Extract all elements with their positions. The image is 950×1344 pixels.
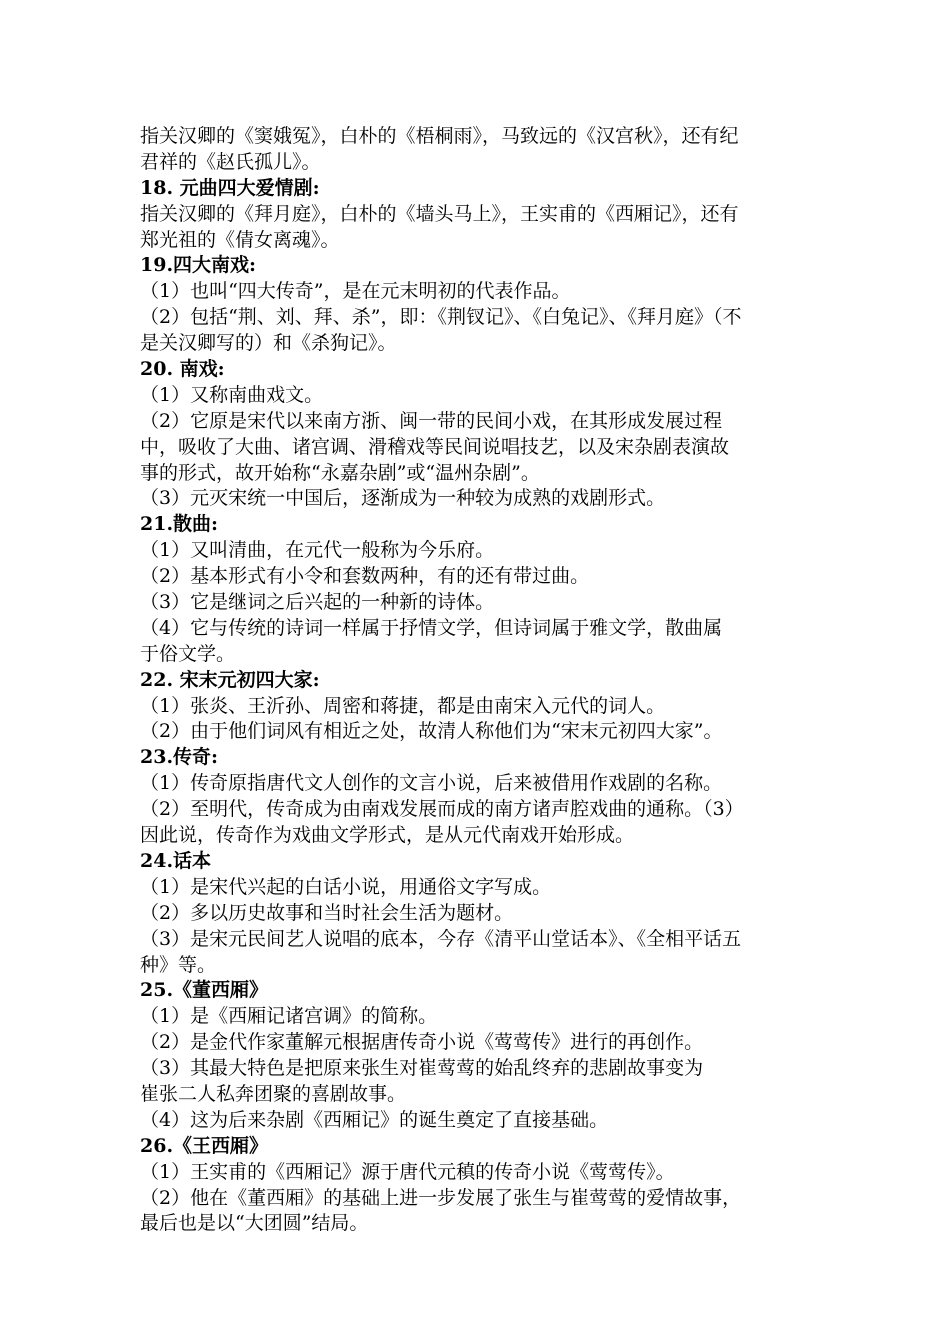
text-line: （3）它是继词之后兴起的一种新的诗体。 [140, 591, 495, 614]
document-page [140, 124, 820, 1237]
section-heading: 18. 元曲四大爱情剧: [140, 176, 320, 199]
text-line: 因此说，传奇作为戏曲文学形式，是从元代南戏开始形成。 [140, 824, 635, 847]
text-line: （2）他在《董西厢》的基础上进一步发展了张生与崔莺莺的爱情故事， [140, 1186, 742, 1209]
text-line: （1）是《西厢记诸宫调》的简称。 [140, 1005, 438, 1028]
section-heading: 20. 南戏: [140, 358, 225, 381]
text-line: 指关汉卿的《窦娥冤》，白朴的《梧桐雨》，马致远的《汉宫秋》，还有纪 [140, 125, 739, 147]
text-line: （1）又称南曲戏文。 [140, 383, 324, 406]
text-line: （2）至明代，传奇成为由南戏发展而成的南方诸声腔戏曲的通称。（3） [140, 798, 744, 821]
text-line: 君祥的《赵氏孤儿》。 [140, 150, 321, 173]
text-line: （1）也叫“四大传奇”，是在元末明初的代表作品。 [140, 280, 571, 303]
section-heading: 19.四大南戏: [140, 254, 257, 277]
text-line: （1）王实甫的《西厢记》源于唐代元稹的传奇小说《莺莺传》。 [140, 1160, 675, 1183]
text-line: （3）元灭宋统一中国后，逐渐成为一种较为成熟的戏剧形式。 [140, 487, 666, 510]
text-line: （1）张炎、王沂孙、周密和蒋捷，都是由南宋入元代的词人。 [140, 694, 666, 717]
text-line: （1）传奇原指唐代文人创作的文言小说，后来被借用作戏剧的名称。 [140, 772, 723, 795]
text-line: 崔张二人私奔团聚的喜剧故事。 [140, 1082, 407, 1105]
section-heading: 23.传奇: [140, 746, 219, 769]
section-heading: 24.话本 [140, 849, 212, 872]
text-line: （2）多以历史故事和当时社会生活为题材。 [140, 901, 514, 924]
section-heading: 25.《董西厢》 [140, 979, 269, 1002]
text-line: （1）又叫清曲，在元代一般称为今乐府。 [140, 539, 495, 562]
text-line: 是关汉卿写的）和《杀狗记》。 [140, 332, 397, 355]
text-line: （2）是金代作家董解元根据唐传奇小说《莺莺传》进行的再创作。 [140, 1031, 704, 1054]
text-line: 种》等。 [140, 953, 217, 976]
text-line: （1）是宋代兴起的白话小说，用通俗文字写成。 [140, 875, 552, 898]
text-line: （4）这为后来杂剧《西厢记》的诞生奠定了直接基础。 [140, 1108, 609, 1131]
text-line: 郑光祖的《倩女离魂》。 [140, 228, 340, 251]
text-line: 指关汉卿的《拜月庭》，白朴的《墙头马上》，王实甫的《西厢记》，还有 [140, 202, 739, 225]
section-heading: 22. 宋末元初四大家: [140, 668, 320, 691]
text-line: 中，吸收了大曲、诸宫调、滑稽戏等民间说唱技艺，以及宋杂剧表演故 [140, 435, 730, 458]
text-line: （2）包括“荆、刘、拜、杀”，即：《荆钗记》、《白兔记》、《拜月庭》（不 [140, 306, 742, 329]
text-line: 事的形式，故开始称“永嘉杂剧”或“温州杂剧”。 [140, 461, 540, 484]
text-line: （2）它原是宋代以来南方浙、闽一带的民间小戏，在其形成发展过程 [140, 409, 723, 432]
text-line: （2）基本形式有小令和套数两种，有的还有带过曲。 [140, 565, 590, 588]
text-line: 于俗文学。 [140, 642, 236, 665]
text-line: （2）由于他们词风有相近之处，故清人称他们为“宋末元初四大家”。 [140, 720, 723, 743]
section-heading: 26.《王西厢》 [140, 1134, 269, 1157]
section-heading: 21.散曲: [140, 513, 219, 536]
text-line: 最后也是以“大团圆”结局。 [140, 1212, 369, 1235]
text-line: （4）它与传统的诗词一样属于抒情文学，但诗词属于雅文学，散曲属 [140, 616, 723, 639]
text-line: （3）其最大特色是把原来张生对崔莺莺的始乱终弃的悲剧故事变为 [140, 1057, 704, 1080]
text-line: （3）是宋元民间艺人说唱的底本，今存《清平山堂话本》、《全相平话五 [140, 927, 742, 950]
